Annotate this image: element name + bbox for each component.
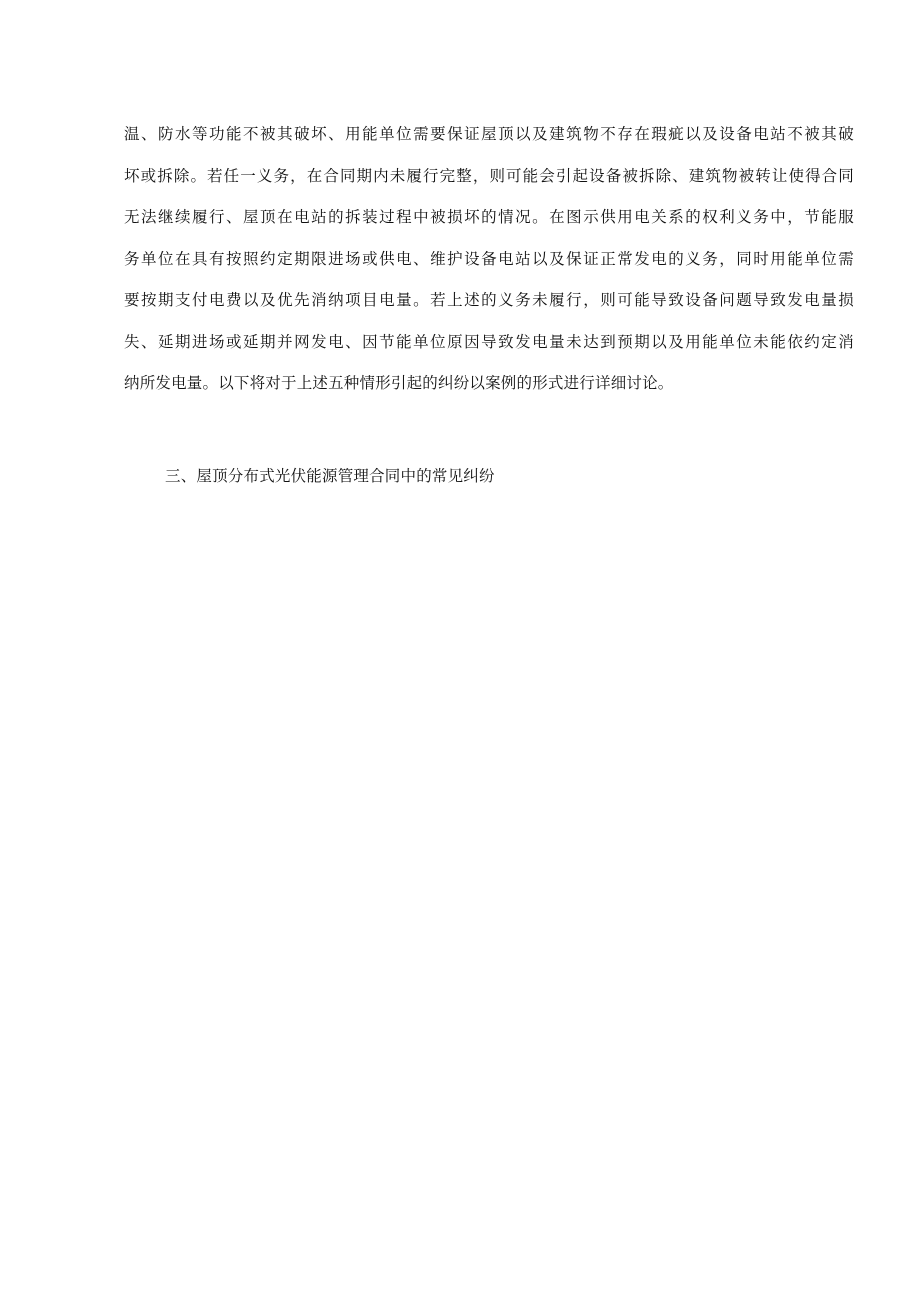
body-paragraph (124, 114, 854, 405)
paragraph-line: 失、延期进场或延期并网发电、因节能单位原因导致发电量未达到预期以及用能单位未能依约定消 (124, 332, 854, 351)
section-heading: 三、屋顶分布式光伏能源管理合同中的常见纠纷 (165, 467, 495, 485)
paragraph-line: 纳所发电量。以下将对于上述五种情形引起的纠纷以案例的形式进行详细讨论。 (124, 374, 674, 392)
paragraph-line: 务单位在具有按照约定期限进场或供电、维护设备电站以及保证正常发电的义务，同时用能单位需 (124, 249, 854, 268)
paragraph-line: 温、防水等功能不被其破坏、用能单位需要保证屋顶以及建筑物不存在瑕疵以及设备电站不被其破 (124, 125, 854, 143)
paragraph-line: 要按期支付电费以及优先消纳项目电量。若上述的义务未履行，则可能导致设备问题导致发电量损 (124, 291, 854, 309)
paragraph-line: 坏或拆除。若任一义务，在合同期内未履行完整，则可能会引起设备被拆除、建筑物被转让使得合同 (124, 166, 854, 185)
paragraph-line: 无法继续履行、屋顶在电站的拆装过程中被损坏的情况。在图示供用电关系的权利义务中，节能服 (124, 208, 854, 226)
